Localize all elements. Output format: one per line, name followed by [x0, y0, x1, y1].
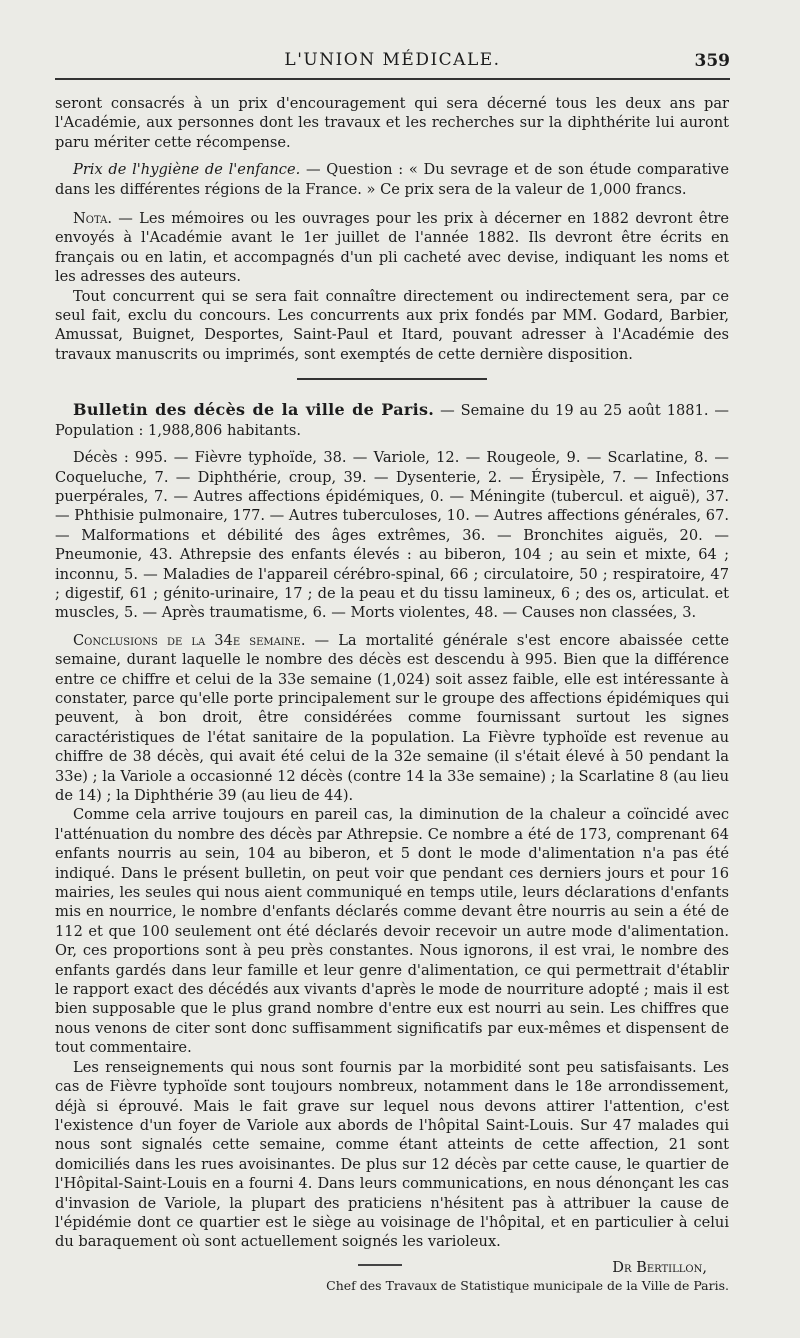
nota-text: — Les mémoires ou les ouvrages pour les prix à décerner en 1882 devront être envoyés à l'Académie avant le 1er juillet de l'année 1882. Ils devront être écrits en français ou en latin, et accompagnés d'un pli cacheté avec devise, indiquant les noms et les adresses des auteurs.	[55, 210, 729, 286]
paragraph-renseignements: Les renseignements qui nous sont fournis par la morbidité sont peu satisfaisants. Les cas de Fièvre typhoïde sont toujours nombreux, notamment dans le 18e arrondissement, déjà si éprouvé. Mais le fait grave sur lequel nous devons attirer l'attention, c'est l'existence d'un foyer de Variole aux abords de l'hôpital Saint-Louis. Sur 47 malades qui nous sont signalés cette semaine, comme étant atteints de cette affection, 21 sont domiciliés dans les rues avoisinantes. De plus sur 12 décès par cette cause, le quartier de l'Hôpital-Saint-Louis en a fourni 4. Dans leurs communications, en nous dénonçant les cas d'invasion de Variole, la plupart des praticiens n'hésitent pas à attribuer la cause de l'épidémie dont ce quartier est le siège au voisinage de l'hôpital, et en particulier à celui du baraquement où sont actuellement soignés les varioleux.	[55, 1058, 729, 1251]
prix-hygiene-heading: Prix de l'hygiène de l'enfance.	[73, 161, 301, 179]
paragraph-nota	[55, 209, 729, 287]
section-rule	[297, 378, 487, 380]
paragraph-concurrents: Tout concurrent qui se sera fait connaître directement ou indirectement sera, par ce seul fait, exclu du concours. Les concurrents aux prix fondés par MM. Godard, Barbier, Amussat, Buignet, Desportes, Saint-Paul et Itard, pouvant adresser à l'Académie des travaux manuscrits ou imprimés, sont exemptés de cette dernière disposition.	[55, 287, 729, 363]
signature-title: Chef des Travaux de Statistique municipale de la Ville de Paris.	[326, 1278, 729, 1294]
paragraph-conclusions	[55, 631, 729, 806]
bulletin-title: Bulletin des décès de la ville de Paris.	[73, 400, 435, 420]
paragraph-prize-continuation: seront consacrés à un prix d'encouragement qui sera décerné tous les deux ans par l'Académie, aux personnes dont les travaux et les recherches sur la diphthérite lui auront paru mériter cette récompense.	[55, 95, 729, 151]
paragraph-athrepsie: Comme cela arrive toujours en pareil cas, la diminution de la chaleur a coïncidé avec l'atténuation du nombre des décès par Athrepsie. Ce nombre a été de 173, comprenant 64 enfants nourris au sein, 104 au biberon, et 5 dont le mode d'alimentation n'a pas été indiqué. Dans le présent bulletin, on peut voir que pendant ces derniers jours et pour 16 mairies, les seules qui nous aient communiqué en temps utile, leurs déclarations d'enfants mis en nourrice, le nombre d'enfants déclarés comme devant être nourris au sein a été de 112 et que 100 seulement ont été déclarés devoir recevoir un autre mode d'alimentation. Or, ces proportions sont à peu près constantes. Nous ignorons, il est vrai, le nombre des enfants gardés dans leur famille et leur genre d'alimentation, ce qui permettrait d'établir le rapport exact des décédés aux vivants d'après le mode de nourriture adopté ; mais il est bien supposable que le plus grand nombre d'entre eux est nourri au sein. Les chiffres que nous venons de citer sont donc suffisamment significatifs par eux-mêmes et dispensent de tout commentaire.	[55, 806, 729, 1057]
signature-name: Dr Bertillon,	[612, 1258, 707, 1276]
conclusions-heading: Conclusions de la 34e semaine.	[73, 631, 306, 649]
bulletin-intro	[55, 400, 729, 440]
paragraph-prix-hygiene	[55, 160, 729, 199]
page-number: 359	[694, 51, 730, 71]
conclusions-text: — La mortalité générale s'est encore abaissée cette semaine, durant laquelle le nombre des décès est descendu à 995. Bien que la différence entre ce chiffre et celui de la 33e semaine (1,024) soit assez faible, elle est intéressante à constater, parce qu'elle porte principalement sur le groupe des affections épidémiques qui peuvent, à bon droit, être considérées comme fournissant surtout les signes caractéristiques de l'état sanitaire de la population. La Fièvre typhoïde est revenue au chiffre de 38 décès, qui avait été celui de la 32e semaine (il s'était élevé à 50 pendant la 33e) ; la Variole a occasionné 12 décès (contre 14 la 33e semaine) ; la Scarlatine 8 (au lieu de 14) ; la Diphthérie 39 (au lieu de 44).	[55, 631, 729, 804]
bottom-rule	[358, 1264, 402, 1266]
paragraph-deces: Décès : 995. — Fièvre typhoïde, 38. — Variole, 12. — Rougeole, 9. — Scarlatine, 8. — Coqueluche, 7. — Diphthérie, croup, 39. — Dysenterie, 2. — Érysipèle, 7. — Infections puerpérales, 7. — Autres affections épidémiques, 0. — Méningite (tubercul. et aiguë), 37. — Phthisie pulmonaire, 177. — Autres tuberculoses, 10. — Autres affections générales, 67. — Malformations et débilité des âges extrêmes, 36. — Bronchites aiguës, 20. — Pneumonie, 43. Athrepsie des enfants élevés : au biberon, 104 ; au sein et mixte, 64 ; inconnu, 5. — Maladies de l'appareil cérébro-spinal, 66 ; circulatoire, 50 ; respiratoire, 47 ; digestif, 61 ; génito-urinaire, 17 ; de la peau et du tissu lamineux, 6 ; des os, articulat. et muscles, 5. — Après traumatisme, 6. — Morts violentes, 48. — Causes non classées, 3.	[55, 449, 729, 622]
page-body	[55, 94, 729, 1295]
nota-label: Nota.	[73, 210, 112, 228]
running-title: L'UNION MÉDICALE.	[284, 50, 501, 70]
page-header	[55, 50, 730, 72]
header-rule	[55, 78, 730, 80]
prix-hygiene-text: — Question : « Du sevrage et de son étude comparative dans les différentes régions de la France. » Ce prix sera de la valeur de 1,000 francs.	[55, 161, 729, 198]
bulletin-population: — Semaine du 19 au 25 août 1881. — Population : 1,988,806 habitants.	[55, 402, 730, 439]
